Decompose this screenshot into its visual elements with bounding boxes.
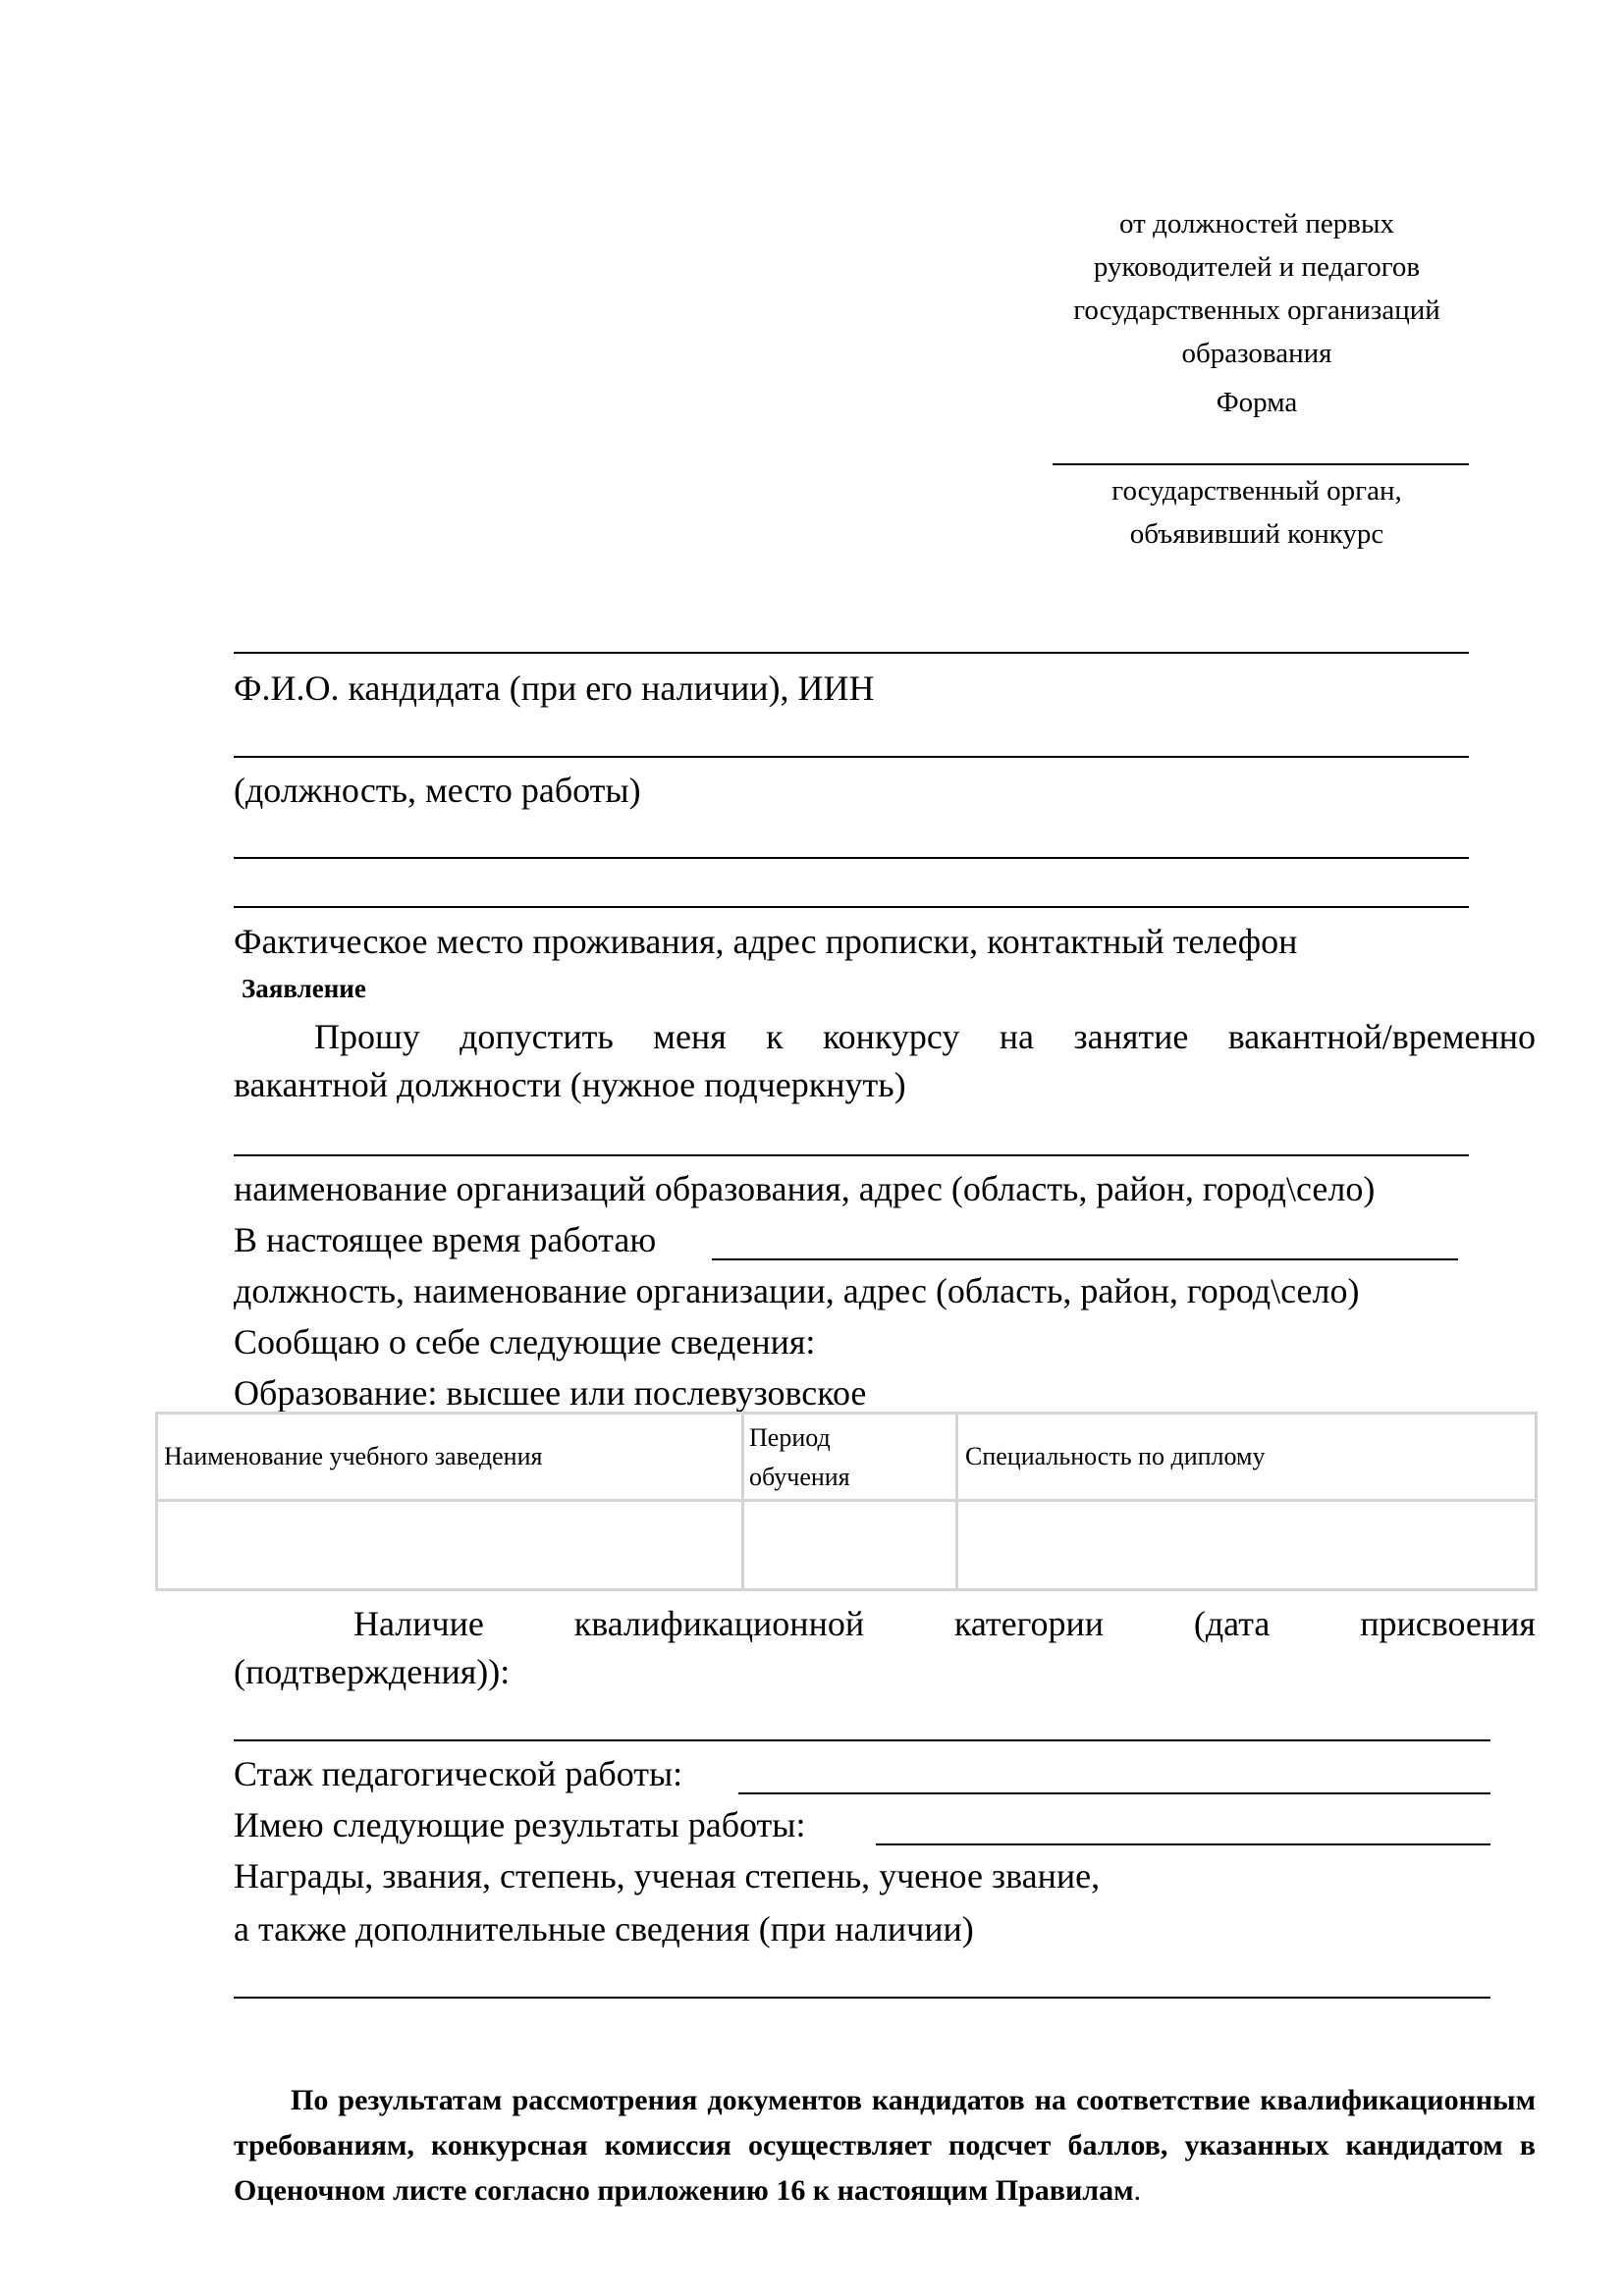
job-caption: должность, наименование организации, адрес (область, район, город\село): [234, 1271, 1360, 1310]
position-blank-line[interactable]: [234, 756, 1469, 758]
awards-blank-line[interactable]: [234, 1997, 1490, 1999]
results-blank-line[interactable]: [876, 1843, 1490, 1845]
current-job-blank-line[interactable]: [712, 1258, 1458, 1260]
authority-caption: [982, 469, 1532, 556]
authority-caption-line-1: государственный орган,: [1111, 475, 1402, 507]
statement-title: Заявление: [242, 974, 366, 1003]
qualification-text-1: Наличие квалификационной категории (дата присвоения: [353, 1604, 1536, 1643]
address-blank-line-1[interactable]: [234, 857, 1469, 859]
header-block: [982, 202, 1532, 375]
address-blank-line-2[interactable]: [234, 906, 1469, 908]
fio-blank-line[interactable]: [234, 652, 1469, 654]
address-caption: Фактическое место проживания, адрес прописки, контактный телефон: [234, 922, 1298, 961]
evaluation-note-period: .: [1133, 2174, 1142, 2207]
currently-working-label: В настоящее время работаю: [234, 1220, 657, 1259]
organization-caption: наименование организаций образования, адрес (область, район, город\село): [234, 1169, 1376, 1208]
experience-label: Стаж педагогической работы:: [234, 1754, 683, 1793]
header-line-4: образования: [1181, 338, 1332, 369]
info-intro: Сообщаю о себе следующие сведения:: [234, 1322, 816, 1362]
evaluation-note: [234, 2078, 1536, 2214]
table-header-specialty: Специальность по диплому: [965, 1442, 1266, 1470]
authority-caption-line-2: объявивший конкурс: [1129, 518, 1384, 550]
authority-blank-line[interactable]: [1053, 463, 1469, 465]
qualification-line-1: [234, 1598, 1536, 1649]
experience-blank-line[interactable]: [738, 1792, 1490, 1794]
organization-blank-line[interactable]: [234, 1154, 1469, 1156]
awards-line-2: а также дополнительные сведения (при наличии): [234, 1909, 974, 1949]
header-line-2: руководителей и педагогов: [1093, 251, 1421, 283]
results-label: Имею следующие результаты работы:: [234, 1805, 806, 1844]
evaluation-note-text: По результатам рассмотрения документов кандидатов на соответствие квалификационным требованиям, конкурсная комиссия осуществляет подсчет баллов, указанных кандидатом в Оценочном листе согласно приложению 16 к настоящим Правилам: [234, 2084, 1536, 2207]
table-header-institution: Наименование учебного заведения: [164, 1442, 543, 1470]
education-table: [155, 1412, 1538, 1591]
table-cell-institution[interactable]: [158, 1502, 738, 1588]
qualification-blank-line[interactable]: [234, 1739, 1490, 1741]
request-line-2: вакантной должности (нужное подчеркнуть): [234, 1065, 906, 1104]
education-label: Образование: высшее или послевузовское: [234, 1373, 867, 1413]
form-label: Форма: [1216, 387, 1298, 418]
header-line-1: от должностей первых: [1119, 208, 1394, 240]
header-line-3: государственных организаций: [1073, 294, 1440, 326]
table-cell-specialty[interactable]: [958, 1502, 1538, 1588]
fio-caption: Ф.И.О. кандидата (при его наличии), ИИН: [234, 668, 875, 708]
table-cell-period[interactable]: [744, 1502, 952, 1588]
awards-line-1: Награды, звания, степень, ученая степень, ученое звание,: [234, 1856, 1101, 1896]
table-header-period: Период обучения: [749, 1423, 850, 1491]
request-text-1: Прошу допустить меня к конкурсу на занятие вакантной/временно: [314, 1017, 1536, 1056]
position-caption: (должность, место работы): [234, 771, 641, 810]
qualification-line-2: (подтверждения)):: [234, 1652, 511, 1691]
request-line-1: [234, 1011, 1536, 1062]
